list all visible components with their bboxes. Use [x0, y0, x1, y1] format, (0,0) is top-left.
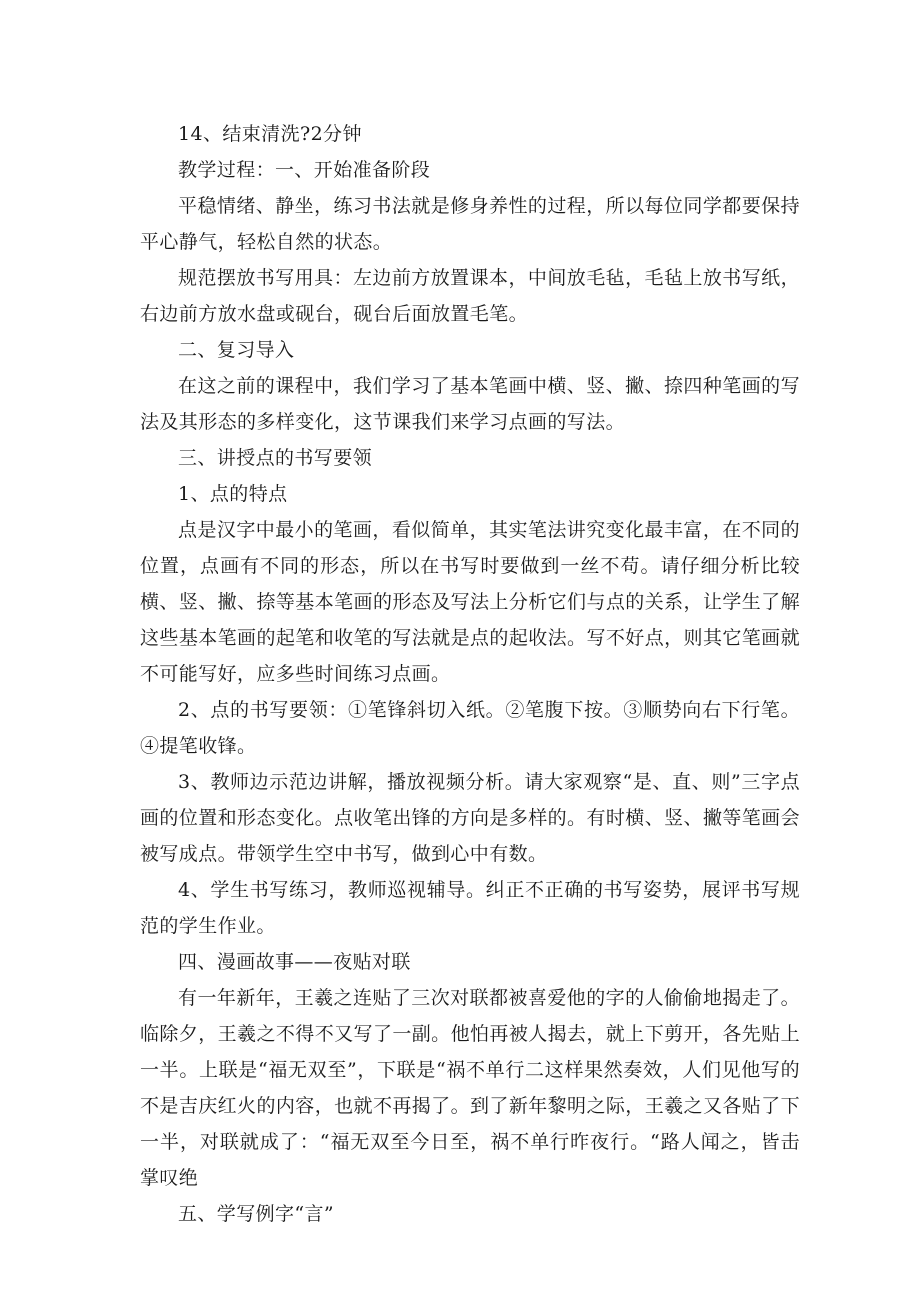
paragraph-story: 有一年新年，王羲之连贴了三次对联都被喜爱他的字的人偷偷地揭走了。临除夕，王羲之不得不又写了一副。他怕再被人揭去，就上下剪开，各先贴上一半。上联是“福无双至”，下联是“祸不单行二这样果然奏效，人们见他写的不是吉庆红火的内容，也就不再揭了。到了新年黎明之际，王羲之又各贴了下一半，对联就成了：“福无双至今日至，祸不单行昨夜行。“路人闻之，皆击掌叹绝: [140, 987, 800, 1189]
subsection-dot-features: 1、点的特点: [178, 483, 288, 505]
teaching-process-heading: 教学过程：一、开始准备阶段: [178, 159, 431, 181]
paragraph-student-practice: 4、学生书写练习，教师巡视辅导。纠正不正确的书写姿势，展评书写规范的学生作业。: [140, 879, 800, 937]
paragraph-calm-mood: 平稳情绪、静坐，练习书法就是修身养性的过程，所以每位同学都要保持平心静气，轻松自然的状态。: [140, 195, 800, 253]
section-comic-heading: 四、漫画故事——夜贴对联: [178, 951, 411, 973]
step-14-line: 14、结束清洗?2分钟: [178, 123, 362, 145]
paragraph-teacher-demo: 3、教师边示范边讲解，播放视频分析。请大家观察“是、直、则”三字点画的位置和形态变化。点收笔出锋的方向是多样的。有时横、竖、撇等笔画会被写成点。带领学生空中书写，做到心中有数。: [140, 771, 800, 865]
paragraph-dot-features: 点是汉字中最小的笔画，看似简单，其实笔法讲究变化最丰富，在不同的位置，点画有不同的形态，所以在书写时要做到一丝不苟。请仔细分析比较横、竖、撇、捺等基本笔画的形态及写法上分析它们与点的关系，让学生了解这些基本笔画的起笔和收笔的写法就是点的起收法。写不好点，则其它笔画就不可能写好，应多些时间练习点画。: [140, 519, 800, 685]
paragraph-tool-arrangement: 规范摆放书写用具：左边前方放置课本，中间放毛毡，毛毡上放书写纸，右边前方放水盘或砚台，砚台后面放置毛笔。: [140, 267, 800, 325]
document-body: [140, 116, 800, 1232]
section-example-heading: 五、学写例字“言”: [178, 1203, 335, 1225]
section-review-heading: 二、复习导入: [178, 339, 295, 361]
section-teaching-heading: 三、讲授点的书写要领: [178, 447, 373, 469]
paragraph-dot-essentials: 2、点的书写要领：①笔锋斜切入纸。②笔腹下按。③顺势向右下行笔。④提笔收锋。: [140, 699, 800, 757]
paragraph-review: 在这之前的课程中，我们学习了基本笔画中横、竖、撇、捺四种笔画的写法及其形态的多样变化，这节课我们来学习点画的写法。: [140, 375, 800, 433]
